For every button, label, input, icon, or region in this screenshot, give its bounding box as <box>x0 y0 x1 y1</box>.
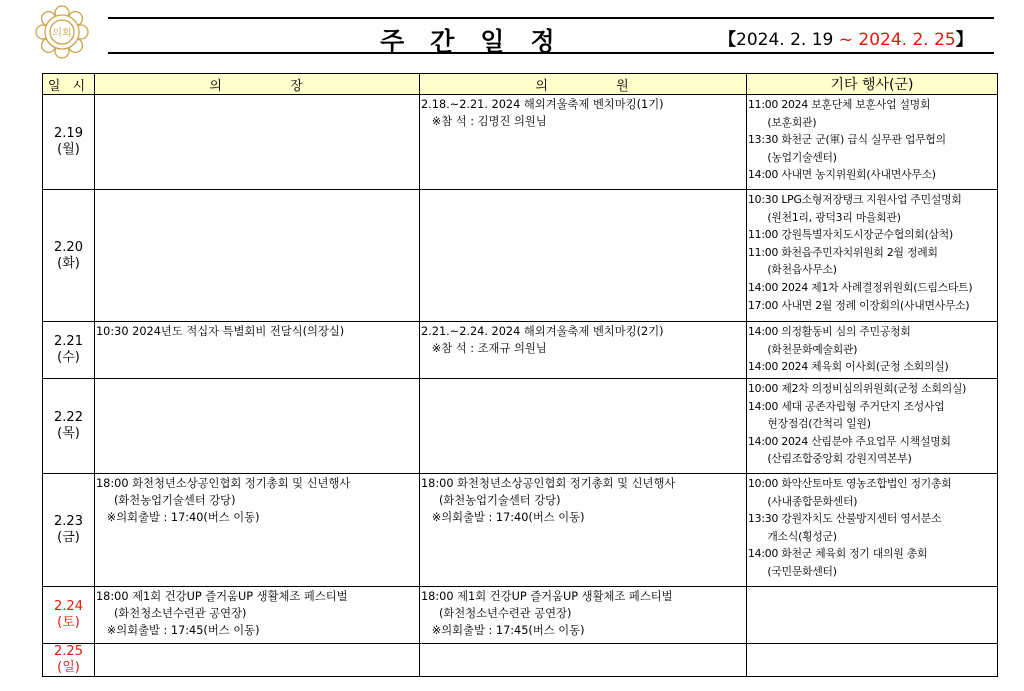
row-date <box>43 644 95 677</box>
member-entry-line: ※의회출발 : 17:45(버스 이동) <box>421 624 585 637</box>
member-entry-line: ※참 석 : 조재규 의원님 <box>421 342 547 355</box>
date-weekday: (토) <box>57 615 80 630</box>
other-entry-line: 14:00 의정활동비 심의 주민공청회 <box>748 325 911 338</box>
assembly-entry-line: ※의회출발 : 17:40(버스 이동) <box>96 511 260 524</box>
cell-assembly <box>95 644 420 677</box>
assembly-entries <box>95 190 419 191</box>
assembly-entries <box>95 644 419 645</box>
header-date: 일 시 <box>43 74 95 95</box>
member-entries <box>420 322 746 357</box>
other-entry-line: (화천읍사무소) <box>748 263 837 277</box>
date-number: 2.23 <box>54 514 83 529</box>
other-entry-line: 13:30 화천군 군(軍) 급식 실무관 업무협의 <box>748 133 946 147</box>
date-number: 2.20 <box>54 239 83 255</box>
cell-other <box>747 474 998 587</box>
cell-member <box>420 644 747 677</box>
date-weekday: (수) <box>57 350 80 365</box>
member-entry-line: 18:00 화천청년소상공인협회 정기총회 및 신년행사 <box>421 477 676 490</box>
page-title: 주간일정 <box>380 27 581 56</box>
member-entries <box>420 190 746 191</box>
cell-other <box>747 587 998 644</box>
other-entry-line: 14:00 2024 제1차 사례결정위원회(드림스타트) <box>748 280 973 294</box>
assembly-entries <box>95 474 419 526</box>
member-entry-line: (화천농업기술센터 강당) <box>421 494 561 507</box>
assembly-entries <box>95 322 419 340</box>
assembly-entries <box>95 379 419 380</box>
other-entry-line: 14:00 사내면 농지위원회(사내면사무소) <box>748 168 936 182</box>
assembly-entry-line: 18:00 제1회 건강UP 즐거움UP 생활체조 페스티벌 <box>96 590 348 603</box>
cell-assembly <box>95 190 420 322</box>
header-rule-top <box>108 17 994 19</box>
header-members: 의 원 <box>420 74 747 95</box>
cell-assembly <box>95 379 420 474</box>
assembly-entry-line: 18:00 화천청년소상공인협회 정기총회 및 신년행사 <box>96 477 351 490</box>
row-date <box>43 190 95 322</box>
other-entry-line: 11:00 2024 보훈단체 보훈사업 설명회 <box>748 98 931 111</box>
schedule-row <box>43 474 998 587</box>
assembly-entry-line: (화천청소년수련관 공연장) <box>96 607 247 620</box>
other-entry-line: 10:30 LPG소형저장탱크 지원사업 주민설명회 <box>748 193 962 206</box>
schedule-row <box>43 379 998 474</box>
other-entry-line: 13:30 강원자치도 산불방지센터 영서분소 <box>748 512 942 526</box>
date-weekday: (금) <box>57 530 80 545</box>
other-entry-line: 현장점검(간척리 일원) <box>748 417 871 431</box>
schedule-row <box>43 644 998 677</box>
assembly-entry-line: 10:30 2024년도 적십자 특별회비 전달식(의장실) <box>96 325 345 338</box>
other-entry-line: 10:00 제2차 의정비심의위원회(군청 소회의실) <box>748 382 967 395</box>
other-entry-line: (국민문화센터) <box>748 564 837 578</box>
cell-assembly <box>95 322 420 379</box>
header-assembly-chair: 의 장 <box>95 74 420 95</box>
member-entries <box>420 474 746 526</box>
cell-member <box>420 474 747 587</box>
row-date <box>43 322 95 379</box>
member-entry-line: 2.21.~2.24. 2024 해외겨울축제 벤치마킹(2기) <box>421 325 664 338</box>
cell-member <box>420 190 747 322</box>
cell-other <box>747 190 998 322</box>
other-entry-line: (산림조합중앙회 강원지역본부) <box>748 452 912 466</box>
schedule-row <box>43 190 998 322</box>
other-entry-line: (사내종합문화센터) <box>748 494 858 508</box>
other-entry-line: 14:00 2024 체육회 이사회(군청 소회의실) <box>748 360 949 374</box>
cell-assembly <box>95 587 420 644</box>
row-date <box>43 379 95 474</box>
row-date <box>43 95 95 190</box>
schedule-body <box>43 95 998 677</box>
assembly-entries <box>95 587 419 639</box>
other-entries <box>747 644 997 645</box>
weekly-schedule-table <box>42 73 998 677</box>
other-entry-line: (농업기술센터) <box>748 150 837 164</box>
council-emblem <box>34 4 90 60</box>
other-entries <box>747 474 997 581</box>
date-number: 2.21 <box>54 334 83 349</box>
header-other-events: 기타 행사(군) <box>747 74 998 95</box>
schedule-period <box>719 25 973 50</box>
other-entry-line: (화천문화예술회관) <box>748 342 858 356</box>
schedule-row <box>43 587 998 644</box>
other-entry-line: 개소식(횡성군) <box>748 529 837 543</box>
period-separator: ~ <box>833 30 859 50</box>
date-number: 2.22 <box>54 410 83 425</box>
date-number: 2.19 <box>54 126 83 141</box>
cell-other <box>747 379 998 474</box>
member-entries <box>420 379 746 380</box>
assembly-entry-line: (화천농업기술센터 강당) <box>96 494 236 507</box>
other-entry-line: (원천1리, 광덕3리 마을회관) <box>748 210 901 224</box>
cell-assembly <box>95 474 420 587</box>
cell-member <box>420 587 747 644</box>
cell-member <box>420 322 747 379</box>
other-entry-line: 17:00 사내면 2월 정례 이장회의(사내면사무소) <box>748 298 970 312</box>
other-entries <box>747 379 997 468</box>
date-weekday: (목) <box>57 426 80 441</box>
other-entries <box>747 190 997 314</box>
cell-other <box>747 95 998 190</box>
period-end: 2024. 2. 25 <box>858 30 956 50</box>
date-number: 2.25 <box>54 644 83 659</box>
cell-other <box>747 322 998 379</box>
other-entry-line: 11:00 화천읍주민자치위원회 2월 정례회 <box>748 245 938 259</box>
schedule-row <box>43 322 998 379</box>
member-entries <box>420 95 746 130</box>
assembly-entries <box>95 95 419 96</box>
other-entry-line: 14:00 화천군 체육회 정기 대의원 총회 <box>748 547 928 561</box>
period-bracket-open: 【 <box>719 30 736 50</box>
period-bracket-close: 】 <box>955 30 973 50</box>
member-entry-line: ※참 석 : 김명진 의원님 <box>421 115 547 128</box>
cell-member <box>420 379 747 474</box>
other-entry-line: 11:00 강원특별자치도시장군수협의회(삼척) <box>748 228 954 242</box>
table-header-row <box>43 74 998 95</box>
member-entries <box>420 587 746 639</box>
cell-member <box>420 95 747 190</box>
other-entry-line: 14:00 세대 공존자립형 주거단지 조성사업 <box>748 399 945 413</box>
other-entry-line: 10:00 화악산토마토 영농조합법인 정기총회 <box>748 477 952 490</box>
member-entry-line: 2.18.~2.21. 2024 해외겨울축제 벤치마킹(1기) <box>421 98 664 111</box>
member-entry-line: (화천청소년수련관 공연장) <box>421 607 572 620</box>
emblem-text: 의회 <box>52 28 72 39</box>
member-entries <box>420 644 746 645</box>
row-date <box>43 587 95 644</box>
schedule-row <box>43 95 998 190</box>
other-entries <box>747 95 997 184</box>
other-entry-line: 14:00 2024 산림분야 주요업무 시책설명회 <box>748 434 951 448</box>
other-entries <box>747 322 997 376</box>
cell-assembly <box>95 95 420 190</box>
date-weekday: (화) <box>57 255 80 271</box>
cell-other <box>747 644 998 677</box>
row-date <box>43 474 95 587</box>
date-weekday: (월) <box>57 142 80 157</box>
member-entry-line: ※의회출발 : 17:40(버스 이동) <box>421 511 585 524</box>
period-start: 2024. 2. 19 <box>736 30 834 50</box>
member-entry-line: 18:00 제1회 건강UP 즐거움UP 생활체조 페스티벌 <box>421 590 673 603</box>
date-weekday: (일) <box>57 660 80 675</box>
assembly-entry-line: ※의회출발 : 17:45(버스 이동) <box>96 624 260 637</box>
other-entries <box>747 587 997 588</box>
other-entry-line: (보훈회관) <box>748 115 817 129</box>
date-number: 2.24 <box>54 599 83 614</box>
